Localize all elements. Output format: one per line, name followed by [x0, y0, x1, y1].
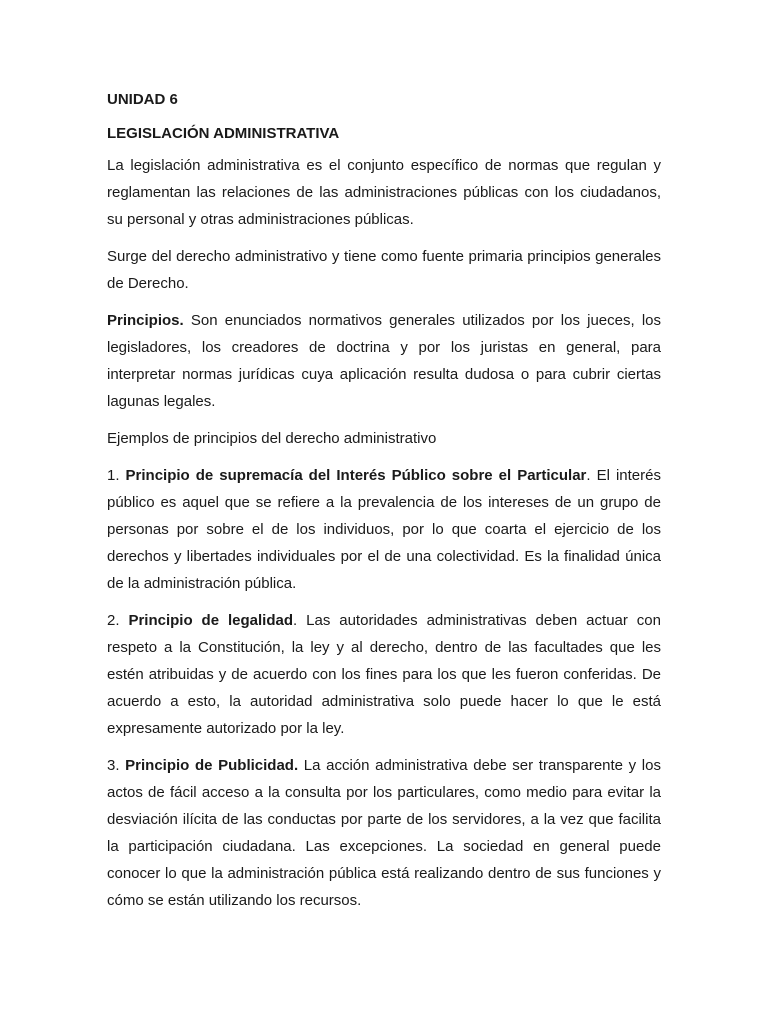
- section-title: LEGISLACIÓN ADMINISTRATIVA: [107, 125, 340, 142]
- principles-definition: Son enunciados normativos generales utilizados por los jueces, los legisladores, los creadores de doctrina y por los juristas en general, para interpretar normas jurídicas cuya aplicación resulta dudosa o para cubrir ciertas lagunas legales.: [107, 312, 661, 410]
- example-name: Principio de Publicidad.: [125, 757, 299, 774]
- example-number: 2.: [107, 612, 129, 629]
- example-item: [107, 462, 661, 597]
- intro-paragraph: La legislación administrativa es el conjunto específico de normas que regulan y reglamentan las relaciones de las administraciones públicas con los ciudadanos, su personal y otras administraciones públicas.: [107, 157, 661, 228]
- origin-paragraph: Surge del derecho administrativo y tiene como fuente primaria principios generales de Derecho.: [107, 248, 661, 292]
- example-name: Principio de supremacía del Interés Público sobre el Particular: [125, 467, 587, 484]
- unit-title: UNIDAD 6: [107, 91, 178, 108]
- example-number: 3.: [107, 757, 126, 774]
- document-page: [107, 86, 661, 914]
- example-text: La acción administrativa debe ser transparente y los actos de fácil acceso a la consulta por los particulares, como medio para evitar la desviación ilícita de las conductas por parte de los servidores, a la vez que facilita la participación ciudadana. Las excepciones. La sociedad en general puede conocer lo que la administración pública está realizando dentro de sus funciones y cómo se están utilizando los recursos.: [107, 757, 661, 909]
- example-item: [107, 607, 661, 742]
- principles-paragraph: [107, 307, 661, 415]
- example-name: Principio de legalidad: [128, 612, 294, 629]
- example-text: . El interés público es aquel que se refiere a la prevalencia de los intereses de un grupo de personas por sobre el de los individuos, por lo que coarta el ejercicio de los derechos y libertades individuales por el de una colectividad. Es la finalidad única de la administración pública.: [107, 467, 661, 592]
- example-text: . Las autoridades administrativas deben actuar con respeto a la Constitución, la ley y al derecho, dentro de las facultades que les estén atribuidas y de acuerdo con los fines para los que les fueron conferidas. De acuerdo a esto, la autoridad administrativa solo puede hacer lo que le está expresamente autorizado por la ley.: [107, 612, 661, 737]
- example-item: [107, 752, 661, 914]
- example-number: 1.: [107, 467, 126, 484]
- examples-intro: Ejemplos de principios del derecho administrativo: [107, 430, 437, 447]
- principles-term: Principios.: [107, 312, 184, 329]
